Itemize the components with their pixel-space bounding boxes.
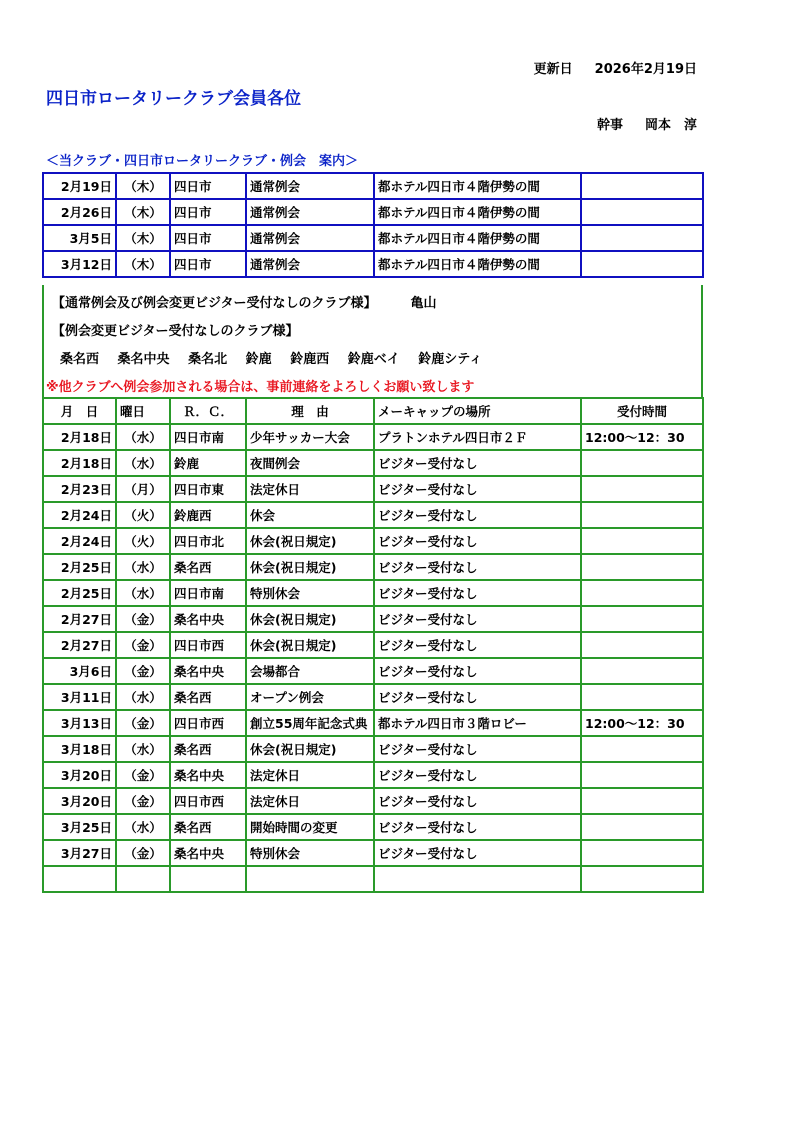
cell-club: 桑名中央: [170, 606, 246, 632]
cell-day: （月）: [116, 476, 170, 502]
cell-club: 桑名西: [170, 736, 246, 762]
cell-club: 四日市南: [170, 580, 246, 606]
cell-place: プラトンホテル四日市２Ｆ: [374, 424, 581, 450]
cell-reason: 法定休日: [246, 762, 374, 788]
cell-time: [581, 554, 703, 580]
cell-place: ビジター受付なし: [374, 788, 581, 814]
notice-heading: ＜当クラブ・四日市ロータリークラブ・例会 案内＞: [46, 154, 359, 169]
no-visitor-regular-line: [52, 292, 437, 311]
cell-reason: 夜間例会: [246, 450, 374, 476]
cell-extra: [581, 225, 703, 251]
cell-date: 2月26日: [43, 199, 116, 225]
cell-day: （水）: [116, 814, 170, 840]
secretary-name: 岡本 淳: [644, 118, 697, 133]
secretary-label: 幹事: [596, 118, 623, 133]
cell-place: 都ホテル四日市４階伊勢の間: [374, 251, 581, 277]
cell-place: ビジター受付なし: [374, 658, 581, 684]
cell-club: 四日市北: [170, 528, 246, 554]
cell-reason: 休会: [246, 502, 374, 528]
table-row: [43, 424, 703, 450]
cell-reason: オープン例会: [246, 684, 374, 710]
cell-place: ビジター受付なし: [374, 814, 581, 840]
cell-day: （水）: [116, 580, 170, 606]
club-name: 鈴鹿ベイ: [347, 352, 400, 367]
cell-club: 四日市西: [170, 632, 246, 658]
table-row: [43, 606, 703, 632]
table-row: [43, 580, 703, 606]
table-row: [43, 173, 703, 199]
header-club: Ｒ．Ｃ．: [170, 398, 246, 424]
cell-extra: [581, 173, 703, 199]
cell-reason: 創立55周年記念式典: [246, 710, 374, 736]
cell-reason: [246, 866, 374, 892]
club-name: 桑名中央: [117, 352, 170, 367]
club-name: 鈴鹿西: [290, 352, 330, 367]
cell-reason: 会場都合: [246, 658, 374, 684]
cell-date: 3月11日: [43, 684, 116, 710]
cell-place: 都ホテル四日市３階ロビー: [374, 710, 581, 736]
cell-day: （水）: [116, 736, 170, 762]
cell-club: 鈴鹿西: [170, 502, 246, 528]
cell-day: （金）: [116, 762, 170, 788]
cell-day: （木）: [116, 225, 170, 251]
cell-day: （火）: [116, 502, 170, 528]
table-row: [43, 684, 703, 710]
cell-club: [170, 866, 246, 892]
table-row: [43, 840, 703, 866]
cell-time: 12:00～12：30: [581, 424, 703, 450]
header-place: メーキャップの場所: [374, 398, 581, 424]
cell-reason: 休会(祝日規定): [246, 528, 374, 554]
cell-type: 通常例会: [246, 173, 374, 199]
secretary: [597, 114, 697, 133]
advance-contact-warning: ※他クラブへ例会参加される場合は、事前連絡をよろしくお願い致します: [46, 380, 475, 395]
cell-date: [43, 866, 116, 892]
cell-time: [581, 476, 703, 502]
page-title: 四日市ロータリークラブ会員各位: [46, 89, 301, 109]
cell-time: 12:00～12：30: [581, 710, 703, 736]
cell-reason: 法定休日: [246, 476, 374, 502]
cell-time: [581, 632, 703, 658]
table-row: [43, 199, 703, 225]
cell-date: 2月24日: [43, 502, 116, 528]
cell-time: [581, 580, 703, 606]
cell-place: ビジター受付なし: [374, 840, 581, 866]
cell-club: 桑名西: [170, 684, 246, 710]
cell-time: [581, 450, 703, 476]
table-row: [43, 710, 703, 736]
cell-club: 四日市南: [170, 424, 246, 450]
header-date: 月 日: [43, 398, 116, 424]
cell-reason: 休会(祝日規定): [246, 632, 374, 658]
cell-place: ビジター受付なし: [374, 632, 581, 658]
table-row: [43, 251, 703, 277]
cell-place: ビジター受付なし: [374, 736, 581, 762]
cell-date: 2月25日: [43, 554, 116, 580]
table-row: [43, 450, 703, 476]
cell-day: （金）: [116, 710, 170, 736]
cell-place: 都ホテル四日市４階伊勢の間: [374, 199, 581, 225]
cell-club: 桑名西: [170, 554, 246, 580]
cell-type: 通常例会: [246, 199, 374, 225]
cell-reason: 休会(祝日規定): [246, 736, 374, 762]
cell-day: （木）: [116, 251, 170, 277]
cell-day: [116, 866, 170, 892]
cell-date: 2月18日: [43, 424, 116, 450]
cell-reason: 開始時間の変更: [246, 814, 374, 840]
updated-label: 更新日: [533, 62, 573, 77]
cell-club: 桑名中央: [170, 658, 246, 684]
cell-date: 3月25日: [43, 814, 116, 840]
header-time: 受付時間: [581, 398, 703, 424]
cell-club: 四日市: [170, 225, 246, 251]
updated-date: [534, 58, 697, 77]
cell-place: ビジター受付なし: [374, 554, 581, 580]
cell-time: [581, 658, 703, 684]
club-name: 鈴鹿シティ: [418, 352, 483, 367]
cell-club: 桑名中央: [170, 762, 246, 788]
cell-club: 四日市: [170, 199, 246, 225]
cell-place: ビジター受付なし: [374, 762, 581, 788]
cell-date: 2月23日: [43, 476, 116, 502]
cell-date: 3月5日: [43, 225, 116, 251]
updated-value: 2026年2月19日: [594, 62, 697, 77]
cell-time: [581, 606, 703, 632]
cell-date: 3月27日: [43, 840, 116, 866]
cell-date: 2月27日: [43, 632, 116, 658]
cell-extra: [581, 251, 703, 277]
table-row: [43, 788, 703, 814]
cell-day: （金）: [116, 632, 170, 658]
cell-reason: 少年サッカー大会: [246, 424, 374, 450]
no-visitor-regular-club: 亀山: [410, 296, 437, 311]
table-row: [43, 814, 703, 840]
cell-date: 3月20日: [43, 762, 116, 788]
cell-date: 3月6日: [43, 658, 116, 684]
cell-club: 四日市: [170, 173, 246, 199]
own-club-meetings-table: [42, 172, 704, 278]
cell-place: 都ホテル四日市４階伊勢の間: [374, 225, 581, 251]
cell-club: 四日市西: [170, 710, 246, 736]
cell-place: ビジター受付なし: [374, 528, 581, 554]
no-visitor-change-label: 【例会変更ビジター受付なしのクラブ様】: [52, 324, 299, 339]
cell-time: [581, 788, 703, 814]
table-row: [43, 736, 703, 762]
table-row: [43, 554, 703, 580]
cell-date: 2月25日: [43, 580, 116, 606]
table-row: [43, 762, 703, 788]
cell-day: （金）: [116, 606, 170, 632]
cell-day: （金）: [116, 840, 170, 866]
club-name: 鈴鹿: [245, 352, 272, 367]
cell-club: 四日市東: [170, 476, 246, 502]
cell-time: [581, 684, 703, 710]
cell-date: 2月18日: [43, 450, 116, 476]
table-header-row: [43, 398, 703, 424]
cell-date: 3月12日: [43, 251, 116, 277]
cell-time: [581, 840, 703, 866]
cell-place: ビジター受付なし: [374, 606, 581, 632]
visitor-notice-box: [42, 285, 703, 397]
cell-time: [581, 528, 703, 554]
cell-place: ビジター受付なし: [374, 476, 581, 502]
cell-club: 桑名西: [170, 814, 246, 840]
cell-day: （木）: [116, 199, 170, 225]
cell-day: （金）: [116, 658, 170, 684]
cell-day: （水）: [116, 684, 170, 710]
cell-time: [581, 762, 703, 788]
cell-place: ビジター受付なし: [374, 450, 581, 476]
cell-club: 四日市西: [170, 788, 246, 814]
cell-time: [581, 814, 703, 840]
table-row: [43, 658, 703, 684]
cell-time: [581, 502, 703, 528]
cell-time: [581, 866, 703, 892]
cell-club: 鈴鹿: [170, 450, 246, 476]
cell-date: 2月27日: [43, 606, 116, 632]
cell-day: （水）: [116, 554, 170, 580]
cell-place: 都ホテル四日市４階伊勢の間: [374, 173, 581, 199]
cell-day: （水）: [116, 450, 170, 476]
cell-place: ビジター受付なし: [374, 580, 581, 606]
cell-time: [581, 736, 703, 762]
cell-type: 通常例会: [246, 251, 374, 277]
table-row: [43, 502, 703, 528]
table-row: [43, 632, 703, 658]
cell-date: 2月19日: [43, 173, 116, 199]
cell-reason: 休会(祝日規定): [246, 606, 374, 632]
cell-day: （木）: [116, 173, 170, 199]
meeting-change-table: [42, 397, 704, 893]
cell-date: 2月24日: [43, 528, 116, 554]
cell-date: 3月20日: [43, 788, 116, 814]
cell-extra: [581, 199, 703, 225]
table-row: [43, 225, 703, 251]
cell-reason: 法定休日: [246, 788, 374, 814]
cell-reason: 特別休会: [246, 580, 374, 606]
cell-day: （火）: [116, 528, 170, 554]
table-row: [43, 528, 703, 554]
table-row: [43, 866, 703, 892]
cell-club: 桑名中央: [170, 840, 246, 866]
cell-date: 3月13日: [43, 710, 116, 736]
cell-day: （水）: [116, 424, 170, 450]
club-name: 桑名西: [60, 352, 100, 367]
club-name: 桑名北: [188, 352, 228, 367]
header-reason: 理 由: [246, 398, 374, 424]
cell-reason: 休会(祝日規定): [246, 554, 374, 580]
cell-type: 通常例会: [246, 225, 374, 251]
cell-place: [374, 866, 581, 892]
no-visitor-club-list: [60, 348, 496, 367]
cell-place: ビジター受付なし: [374, 684, 581, 710]
cell-day: （金）: [116, 788, 170, 814]
cell-place: ビジター受付なし: [374, 502, 581, 528]
cell-date: 3月18日: [43, 736, 116, 762]
cell-reason: 特別休会: [246, 840, 374, 866]
table-row: [43, 476, 703, 502]
cell-club: 四日市: [170, 251, 246, 277]
no-visitor-regular-label: 【通常例会及び例会変更ビジター受付なしのクラブ様】: [52, 296, 377, 311]
header-day: 曜日: [116, 398, 170, 424]
